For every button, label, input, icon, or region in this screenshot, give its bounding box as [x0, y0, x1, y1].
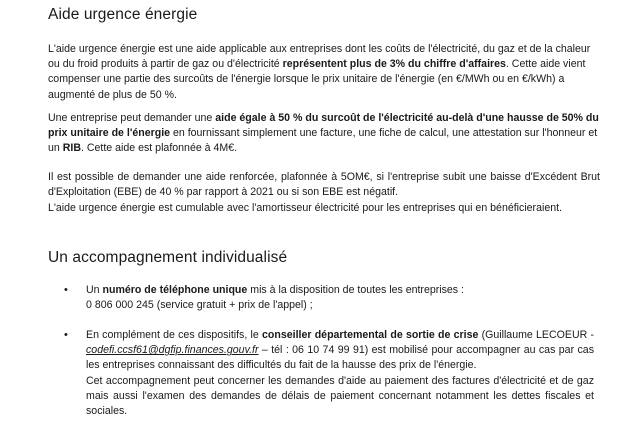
bold-text: représentent plus de 3% du chiffre d'affaires [282, 58, 506, 71]
phone-number: 0 806 000 245 (service gratuit + prix de l'appel) ; [86, 299, 313, 312]
text: En complément de ces dispositifs, le [86, 329, 263, 341]
bold-text: numéro de téléphone unique [102, 284, 248, 296]
bold-text: aide égale à 50 % du surcoût de l'électricité au-delà d'une hausse de 50% du prix unitaire de l'énergie [48, 112, 599, 140]
text: L'aide urgence énergie est une aide applicable aux entreprises dont les coûts de l'électricité, du gaz et de la chaleur ou du froid produits à partir de gaz ou d'électricité [48, 43, 591, 71]
text: Cet accompagnement peut concerner les demandes d'aide au paiement des factures d'électricité et de gaz mais aussi l'examen des demandes de délais de paiement concernant notamment les dettes fiscales et sociales. [86, 374, 594, 418]
text: Une entreprise peut demander une [48, 112, 216, 124]
text: Un [86, 284, 103, 296]
text: – tél : 06 10 74 99 91) est mobilisé pour accompagner au cas par cas les entreprises connaissant des difficultés du fait de la hausse des prix de l'énergie. [86, 344, 594, 372]
bold-text: RIB [62, 142, 81, 155]
section-title-aide-urgence: Aide urgence énergie [48, 6, 198, 23]
list-item-conseiller [86, 328, 594, 419]
paragraph-intro [48, 42, 600, 103]
paragraph-aide-conditions [48, 111, 600, 157]
text: . Cette aide vient compenser une partie des surcoûts de l'énergie lorsque le prix unitaire de l'énergie (en €/MWh ou en €/kWh) a augmenté de plus de 50 %. [48, 58, 586, 101]
text: . Cette aide est plafonnée à 4M€. [80, 142, 238, 155]
text: (Guillaume LECOEUR - [478, 329, 595, 341]
text: en fournissant simplement une facture, une fiche de calcul, une attestation sur l'honneur et un [48, 127, 598, 155]
email-link[interactable]: codefi.ccsf61@dgfip.finances.gouv.fr [86, 344, 259, 357]
paragraph-cumulable: L'aide urgence énergie est cumulable avec l'amortisseur électricité pour les entreprises qui en bénéficieraient. [48, 202, 563, 214]
section-title-accompagnement: Un accompagnement individualisé [48, 249, 288, 266]
list-item-telephone [86, 283, 594, 313]
bullet-icon: • [64, 329, 68, 341]
bold-text: conseiller départemental de sortie de crise [262, 329, 479, 341]
bullet-icon: • [64, 284, 68, 296]
paragraph-aide-renforcee: Il est possible de demander une aide renforcée, plafonnée à 5OM€, si l'entreprise subit une baisse d'Excédent Brut d'Exploitation (EBE) de 40 % par rapport à 2021 ou si son EBE est négatif. [48, 171, 600, 199]
text: mis à la disposition de toutes les entreprises : [247, 284, 464, 296]
